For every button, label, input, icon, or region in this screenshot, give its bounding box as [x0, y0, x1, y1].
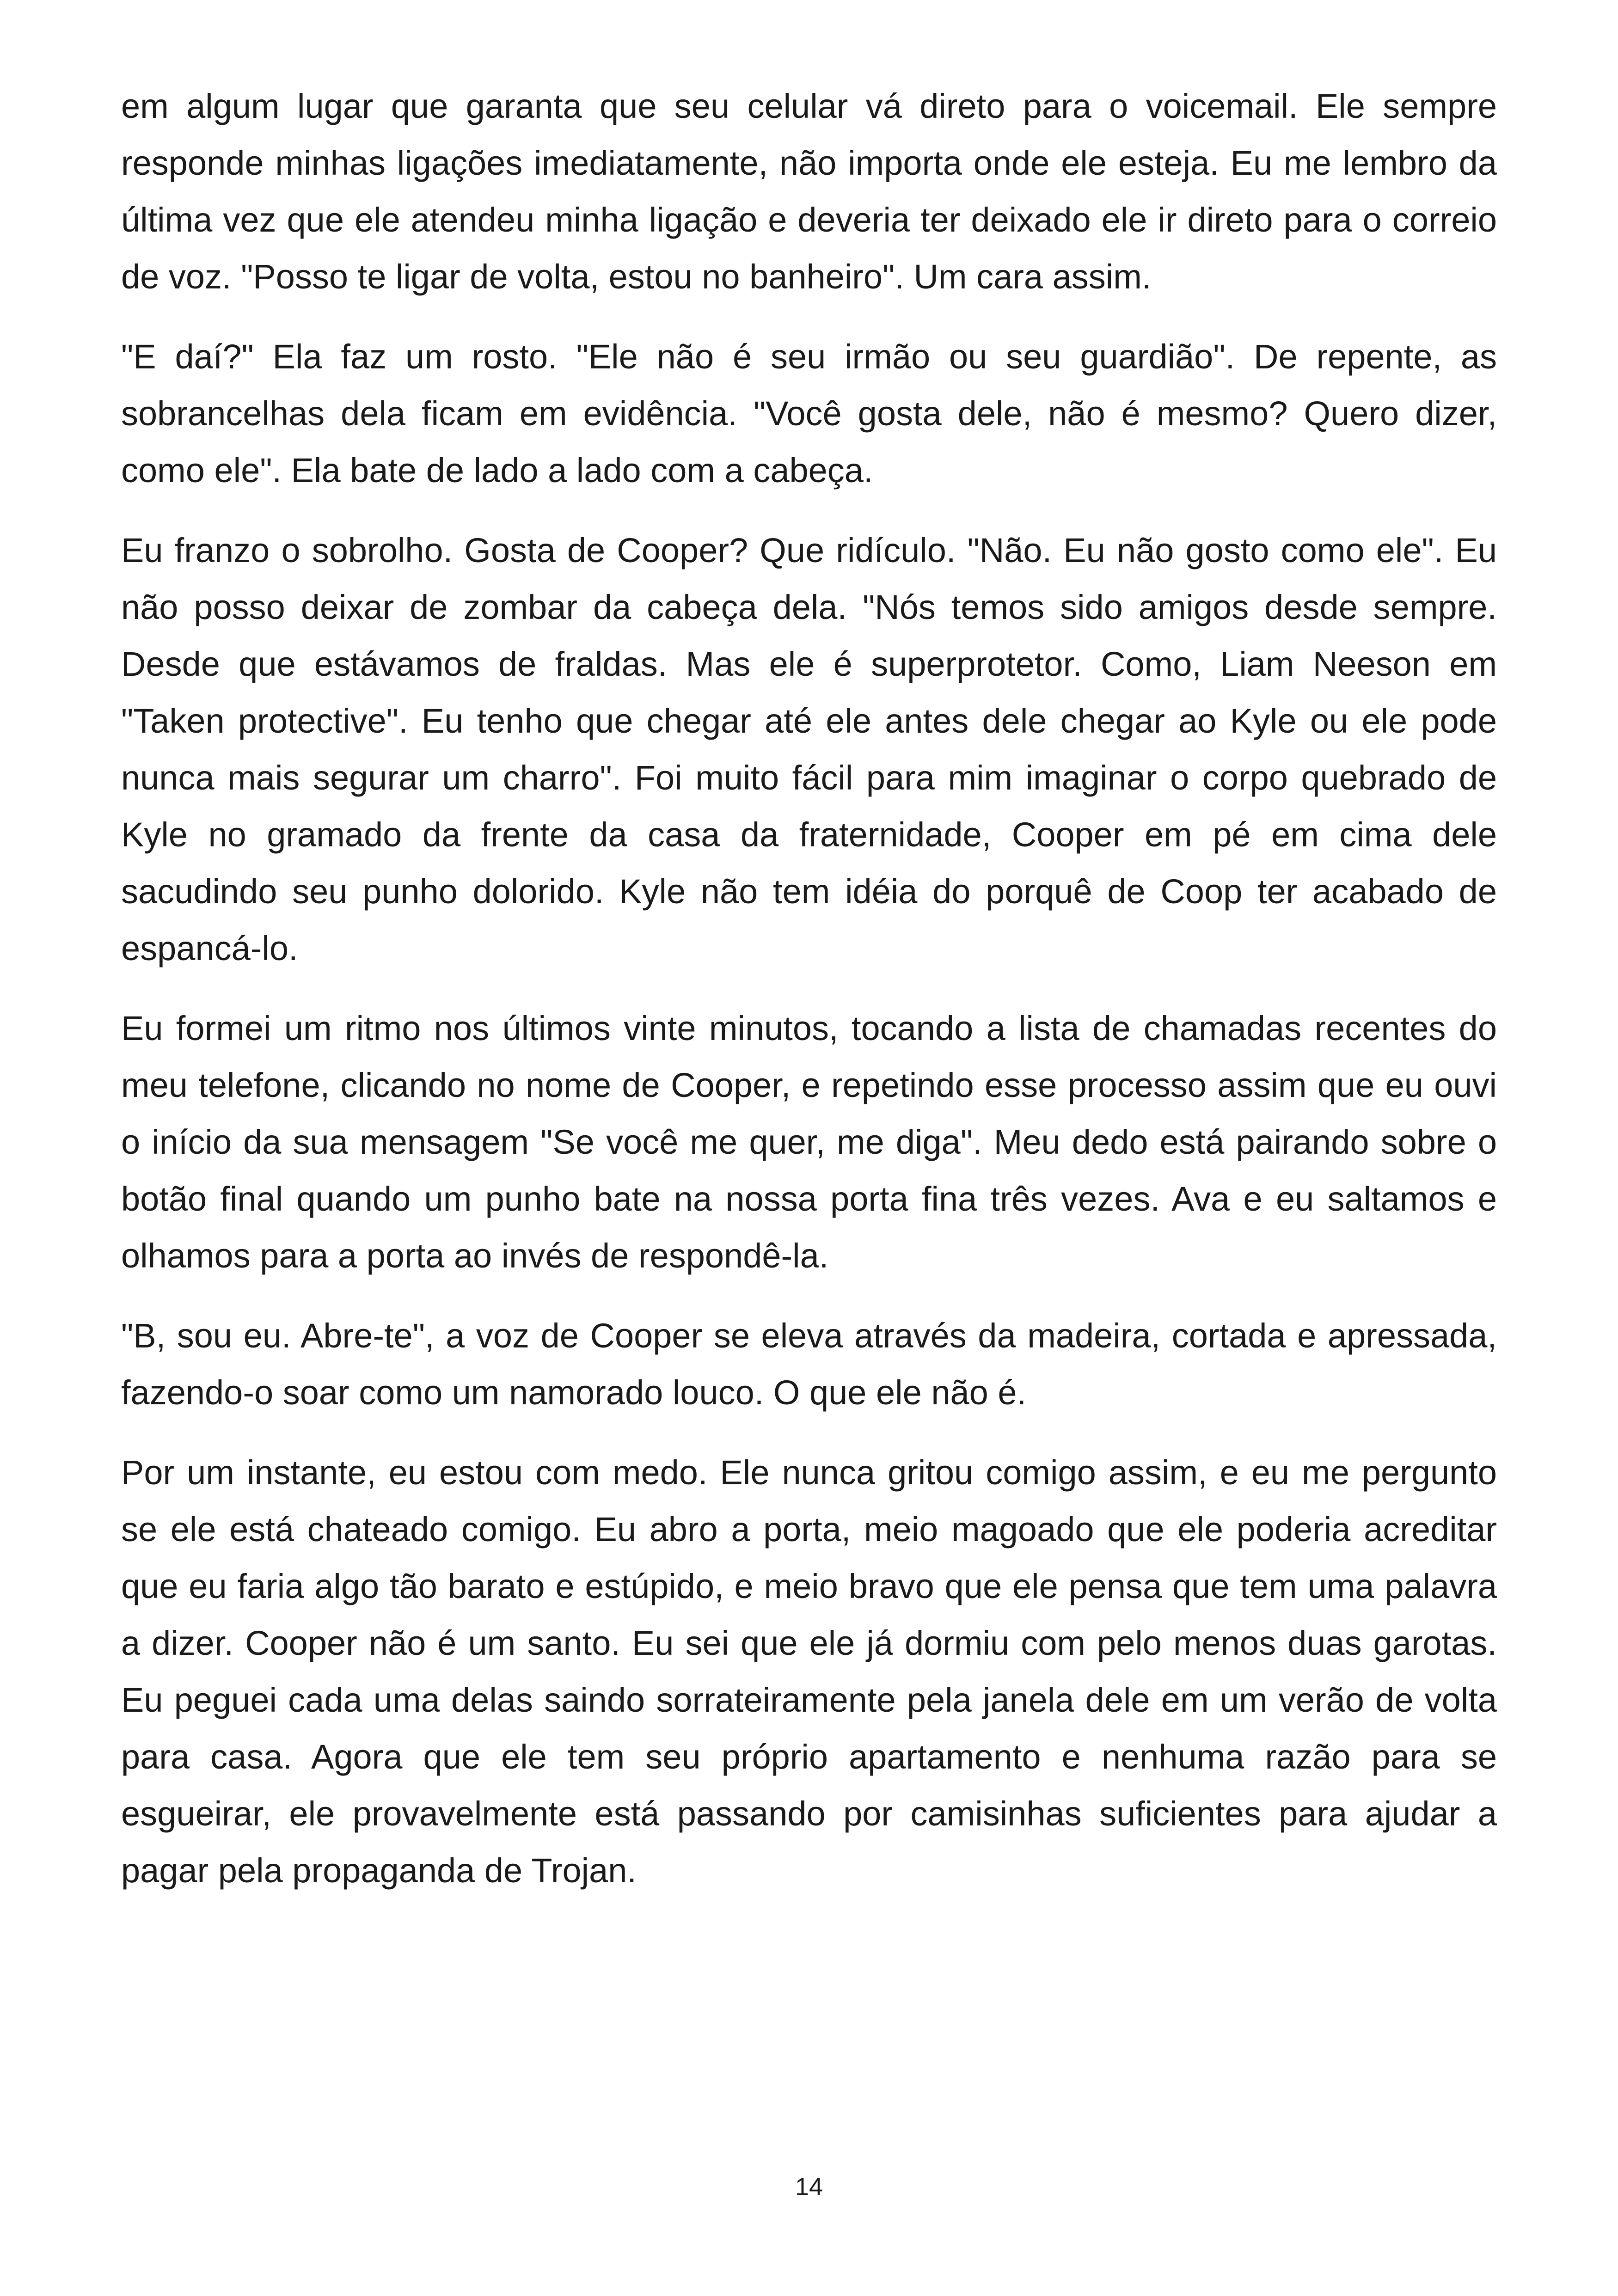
paragraph: Eu franzo o sobrolho. Gosta de Cooper? Que ridículo. "Não. Eu não gosto como ele". Eu não posso deixar de zombar da cabeça dela. "Nós temos sido amigos desde sempre. Desde que estávamos de fraldas. Mas ele é superprotetor. Como, Liam Neeson em "Taken protective". Eu tenho que chegar até ele antes dele chegar ao Kyle ou ele pode nunca mais segurar um charro". Foi muito fácil para mim imaginar o corpo quebrado de Kyle no gramado da frente da casa da fraternidade, Cooper em pé em cima dele sacudindo seu punho dolorido. Kyle não tem idéia do porquê de Coop ter acabado de espancá-lo. — [121, 531, 1497, 967]
paragraph: "B, sou eu. Abre-te", a voz de Cooper se eleva através da madeira, cortada e apressada, fazendo-o soar como um namorado louco. O que ele não é. — [121, 1316, 1497, 1412]
paragraph: Por um instante, eu estou com medo. Ele nunca gritou comigo assim, e eu me pergunto se ele está chateado comigo. Eu abro a porta, meio magoado que ele poderia acreditar que eu faria algo tão barato e estúpido, e meio bravo que ele pensa que tem uma palavra a dizer. Cooper não é um santo. Eu sei que ele já dormiu com pelo menos duas garotas. Eu peguei cada uma delas saindo sorrateiramente pela janela dele em um verão de volta para casa. Agora que ele tem seu próprio apartamento e nenhuma razão para se esgueirar, ele provavelmente está passando por camisinhas suficientes para ajudar a pagar pela propaganda de Trojan. — [121, 1453, 1497, 1890]
paragraph: em algum lugar que garanta que seu celular vá direto para o voicemail. Ele sempre responde minhas ligações imediatamente, não importa onde ele esteja. Eu me lembro da última vez que ele atendeu minha ligação e deveria ter deixado ele ir direto para o correio de voz. "Posso te ligar de volta, estou no banheiro". Um cara assim. — [121, 87, 1497, 296]
paragraph: Eu formei um ritmo nos últimos vinte minutos, tocando a lista de chamadas recentes do meu telefone, clicando no nome de Cooper, e repetindo esse processo assim que eu ouvi o início da sua mensagem "Se você me quer, me diga". Meu dedo está pairando sobre o botão final quando um punho bate na nossa porta fina três vezes. Ava e eu saltamos e olhamos para a porta ao invés de respondê-la. — [121, 1009, 1497, 1275]
page-number: 14 — [795, 2173, 823, 2201]
paragraph: "E daí?" Ela faz um rosto. "Ele não é seu irmão ou seu guardião". De repente, as sobrancelhas dela ficam em evidência. "Você gosta dele, não é mesmo? Quero dizer, como ele". Ela bate de lado a lado com a cabeça. — [121, 337, 1497, 490]
page-body — [121, 78, 1497, 1922]
